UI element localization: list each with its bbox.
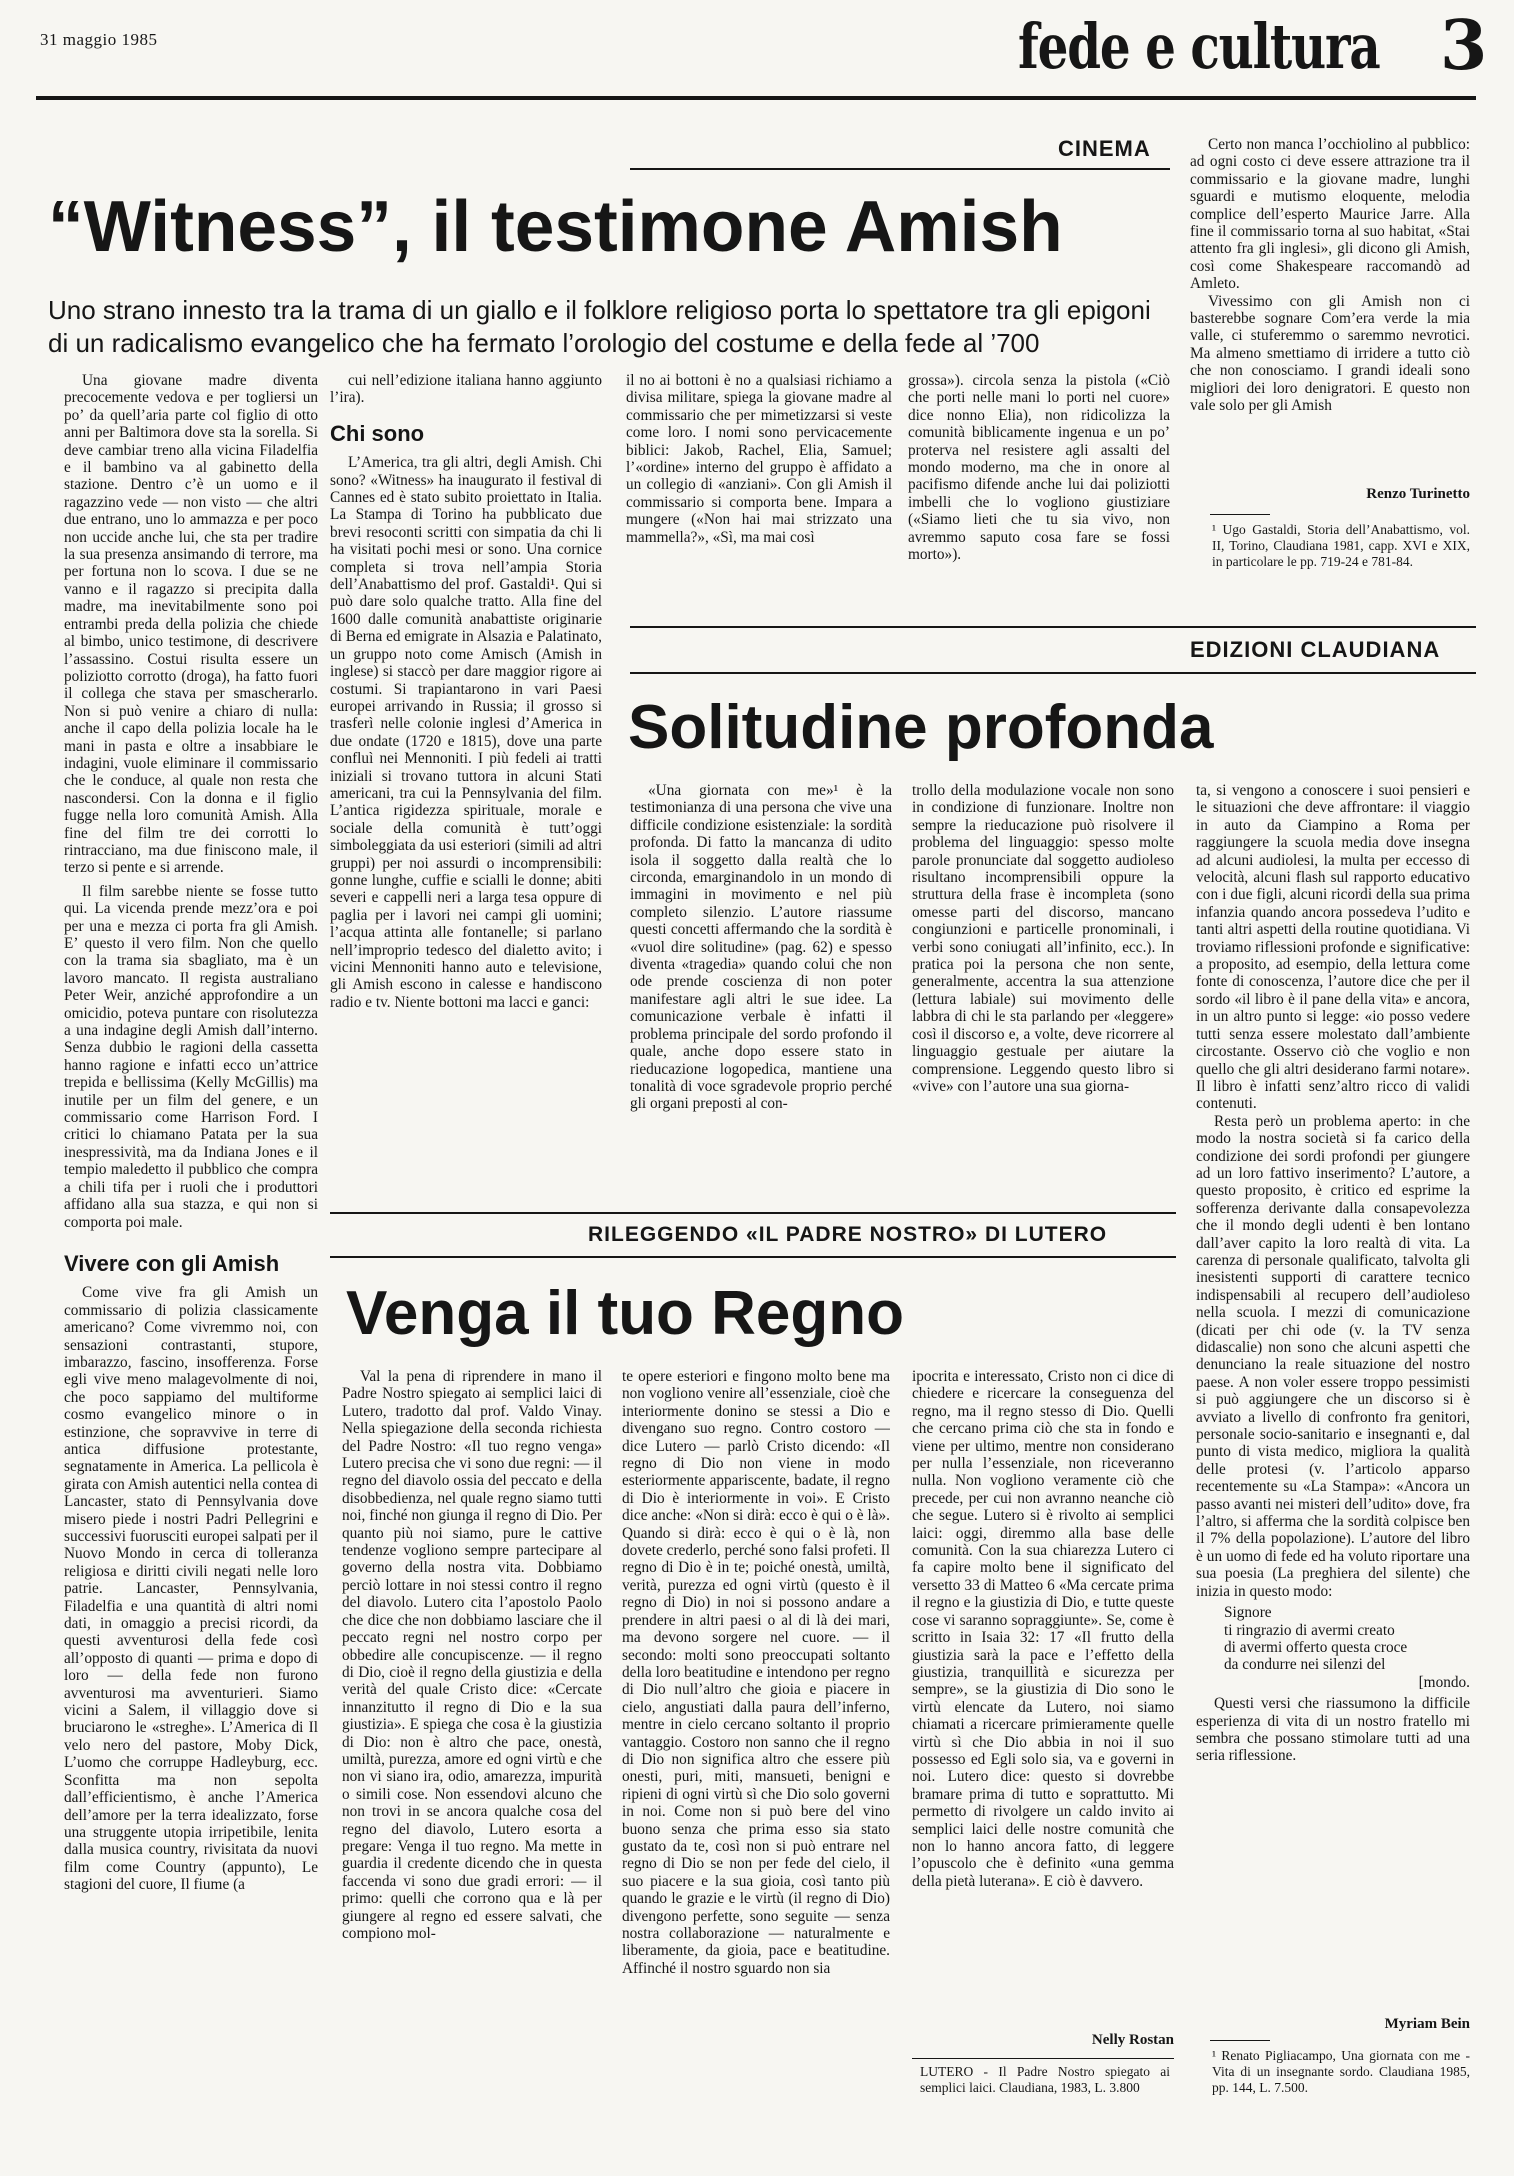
witness-standfirst: Uno strano innesto tra la trama di un giallo e il folklore religioso porta lo spettatore tra gli epigoni di un radicalismo evangelico che ha fermato l’orologio del costume e della fede al ’700	[48, 295, 1151, 358]
solitudine-signature: Myriam Bein	[1384, 2016, 1470, 2032]
witness-paragraph: Come vive fra gli Amish un commissario di polizia classicamente americano? Come vivremmo noi, con sensazioni contrastanti, stupore, imbarazzo, fascino, insofferenza. Forse egli vive meno malagevolmente di noi, che poco sappiamo del multiforme cosmo evangelico minore o in estinzione, che sopravvive in terre di antica diffusione protestante, segnatamente in America. La pellicola è girata con Amish autentici nella contea di Lancaster, stato di Pennsylvania dove misero piede i nostri Padri Pellegrini e successivi fuorusciti europei salpati per il Nuovo Mondo in cerca di tolleranza religiosa e diritti civili negati nelle loro patrie. Lancaster, Pennsylvania, Filadelfia e una quantità di altri nomi dati, in omaggio a precisi ricordi, da questi avventurosi della fede così all’opposto di quanti — prima e dopo di loro — della fede non furono avventurosi ma avventurieri. Siamo vicini a Salem, il villaggio dove si bruciarono le «streghe». L’America di Il velo nero del pastore, Moby Dick, L’uomo che corruppe Hadleyburg, ecc. Sconfitta ma non sepolta dall’efficientismo, è anche l’America dell’amore per la terra idealizzato, forse una struggente utopia irripetibile, lenita dalla musica country, rivisitata da nuovi film come Country (appunto), Le stagioni del cuore, Il fiume (a	[64, 1284, 318, 1894]
regno-column-3	[912, 1368, 1174, 2022]
regno-title: Venga il tuo Regno	[346, 1279, 905, 1348]
solitudine-paragraph: «Una giornata con me»¹ è la testimonianza di una persona che vive una difficile condizione esistenziale: la sordità profonda. Di fatto la mancanza di udito isola il soggetto dalla realtà che lo circonda, emarginandolo in un mondo di immagini in movimento e nel più completo silenzio. L’autore riassume questi concetti affermando che la sordità è «vuol dire solitudine» (pag. 62) e spesso diventa «tragedia» quando colui che non ode prende coscienza di non poter manifestare agli altri le sue idee. La comunicazione verbale è infatti il problema principale del sordo profondo il quale, anche dopo essere stato in rieducazione logopedica, mantiene una tonalità di voce sgradevole proprio perché gli organi preposti al con-	[630, 782, 892, 1113]
poem-line: Signore	[1224, 1604, 1272, 1622]
witness-column-1	[64, 372, 318, 2032]
regno-footnote: LUTERO - Il Padre Nostro spiegato ai semplici laici. Claudiana, 1983, L. 3.800	[920, 2064, 1170, 2095]
header-rule	[36, 96, 1476, 100]
witness-paragraph: Il film sarebbe niente se fosse tutto qui. La vicenda prende mezz’ora e poi per una e mezza ci porta fra gli Amish. E’ questo il vero film. Non che quello con la trama sia sbagliato, ma è un lavoro mancato. Il regista australiano Peter Weir, anziché approfondire a un omicidio, poteva puntare con risolutezza a una indagine degli Amish dall’interno. Senza dubbio le ragioni della cassetta hanno ragione e infatti ecco un’attrice trepida e bellissima (Kelly McGillis) ma inutile per un film del genere, e un commissario come Harrison Ford. I critici lo chiamano Patata per la sua inespressività, ma da Indiana Jones e il tempio maledetto il pubblico che compra a chili tifa per i ruoli che i produttori affidano alla sua stazza, e qui non si comporta poi male.	[64, 882, 318, 1231]
regno-paragraph: te opere esteriori e fingono molto bene ma non vogliono venire all’essenziale, cioè che interiormente donino se stessi a Dio e divengano suo regno. Contro costoro — dice Lutero — parlò Cristo dicendo: «Il regno di Dio non viene in modo esteriormente appariscente, badate, il regno di Dio è interiormente in voi». E Cristo dice anche: «Non si dirà: ecco è qui o è là». Quando si dirà: ecco è qui o è là, non dovete crederlo, perché sono falsi profeti. Il regno di Dio è in te; poiché onestà, umiltà, verità, purezza ed ogni virtù (questo è il regno di Dio) in noi si possono andare a prendere in altri paesi o al di là dei mari, ma devono sorgere nel cuore. — il secondo: molti sono preoccupati soltanto della loro beatitudine e intendono per regno di Dio null’altro che gioia e piacere in cielo, angustiati dalla paura dell’inferno, mentre in cielo cercano soltanto il proprio vantaggio. Costoro non sanno che il regno di Dio non significa altro che essere più onesti, puri, miti, mansueti, benigni e ripieni di ogni virtù sì che Dio solo governi in noi. Come non si può bere del vino buono senza che prima esso sia stato gustato da te, così non si può entrare nel regno di Dio se non per fede del cielo, il suo piacere e la sua gioia, così tanto più quando le grazie e le virtù (il regno di Dio) divengono perfette, sono seguite — senza nostra collaborazione — naturalmente e liberamente, da gioia, pace e beatitudine. Affinché il nostro sguardo non sia	[622, 1368, 890, 1977]
witness-subhead-vivere: Vivere con gli Amish	[64, 1250, 280, 1276]
solitudine-column-1	[630, 782, 892, 1192]
solitudine-paragraph: Questi versi che riassumono la difficile esperienza di vita di un nostro fratello mi sembra che possano stimolare tutti ad una seria riflessione.	[1196, 1695, 1470, 1765]
witness-paragraph: cui nell’edizione italiana hanno aggiunto l’ira).	[330, 372, 602, 407]
regno-column-2	[622, 1368, 890, 2158]
witness-signature: Renzo Turinetto	[1366, 486, 1470, 502]
regno-top-rule	[330, 1212, 1176, 1214]
solitudine-paragraph: Resta però un problema aperto: in che modo la nostra società si fa carico della condizione dei sordi profondi per giungere ad un loro fattivo inserimento? L’autore, a questo proposito, è critico ed esprime la sofferenza derivante dalla consapevolezza che il mondo degli udenti è ben lontano dall’aver capito la loro realtà di vita. La carenza di personale qualificato, talvolta gli inesistenti supporti di carattere tecnico indispensabili al recupero dell’audioleso nella scuola. I mezzi di comunicazione (dicati per chi ode (v. la TV senza didascalie) non sono che alcuni aspetti che denunciano la reale situazione del nostro paese. A non voler essere troppo pessimisti si può aggiungere che un discorso si è avviato a livello di confronto fra genitori, personale socio-sanitario e insegnanti e, dal punto di vista medico, migliora la qualità delle protesi (v. l’articolo apparso recentemente su «La Stampa»: «Ancora un passo avanti nei misteri dell’udito» dove, fra l’altro, si afferma che la sordità colpisce ben il 7% della popolazione). L’autore del libro è un uomo di fede ed ha voluto riportare una sua poesia (La preghiera del silente) che inizia in questo modo:	[1196, 1112, 1470, 1600]
witness-title: “Witness”, il testimone Amish	[48, 187, 1063, 267]
regno-paragraph: ipocrita e interessato, Cristo non ci dice di chiedere e ricercare la conseguenza del regno, ma il regno stesso di Dio. Quelli che cercano prima ciò che sta in fondo e viene per ultimo, mentre non considerano per nulla l’essenziale, non riceveranno nulla. Non vogliono veramente ciò che precede, per cui non avranno neanche ciò che segue. Lutero si è rivolto ai semplici laici: oggi, diremmo alla base delle comunità. Con la sua chiarezza Lutero ci fa capire molto bene il significato del versetto 33 di Matteo 6 «Ma cercate prima il regno e la giustizia di Dio, e tutte queste cose vi saranno sopraggiunte». Se, come è scritto in Isaia 32: 17 «Il frutto della giustizia sarà la pace e l’effetto della giustizia, tranquillità e sicurezza per sempre», se la giustizia di Dio sono le virtù elencate da Lutero, noi siamo chiamati a ricercare primieramente quelle virtù sì che Dio abbia in noi il suo possesso ed Egli solo sia, va e governi in noi. Lutero dice: questo si dovrebbe bramare prima di tutto e soprattutto. Mi permetto di rivolgere un caldo invito ai semplici laici delle nostre comunità che non lo hanno ancora fatto, di leggere l’opuscolo che è definito «una gemma della pietà luterana». E ciò è davvero.	[912, 1368, 1174, 1890]
solitudine-kicker: EDIZIONI CLAUDIANA	[1190, 637, 1441, 662]
page-number: 3	[1440, 6, 1488, 86]
poem-line: ti ringrazio di avermi creato	[1224, 1621, 1395, 1639]
witness-paragraph: Vivessimo con gli Amish non ci basterebbe sognare Com’era verde la mia valle, ci stuferemmo o saremmo nevrotici. Ma almeno smettiamo di irridere a tutto ciò che non conosciamo. I grandi ideali sono migliori dei loro denigratori. E questo non vale solo per gli Amish	[1190, 292, 1470, 415]
section-title: fede e cultura	[1018, 10, 1380, 83]
witness-column-4	[908, 372, 1170, 594]
solitudine-footnote: ¹ Renato Pigliacampo, Una giornata con me - Vita di un insegnante sordo. Claudiana 1985, pp. 144, L. 7.500.	[1212, 2048, 1470, 2095]
issue-date: 31 maggio 1985	[40, 30, 158, 49]
witness-paragraph: Certo non manca l’occhiolino al pubblico: ad ogni costo ci deve essere attrazione tra il commissario e la giovane madre, lunghi sguardi e mutismo eloquente, melodia complice dell’esperto Maurice Jarre. Alla fine il commissario torna al suo habitat, «Stai attento fra gli inglesi», gli dicono gli Amish, così come Shakespeare raccomandò ad Amleto.	[1190, 136, 1470, 293]
regno-kicker: RILEGGENDO «IL PADRE NOSTRO» DI LUTERO	[588, 1223, 1108, 1246]
witness-paragraph: L’America, tra gli altri, degli Amish. Chi sono? «Witness» ha inaugurato il festival di Cannes ed è stato subito proiettato in Italia. La Stampa di Torino ha pubblicato due brevi resoconti scritti con simpatia da chi li ha visitati pochi mesi or sono. Una cornice completa si trova nell’ampia Storia dell’Anabattismo del prof. Gastaldi¹. Qui si può dare solo qualche tratto. Alla fine del 1600 dalle comunità anabattiste originarie di Berna ed emigrate in Alsazia e Palatinato, un gruppo noto come Amisch (Amish in inglese) si staccò per dare maggior rigore ai costumi. Si trapiantarono in vari Paesi europei arrivando in Russia; il grosso si trasferì nelle colonie inglesi d’America in due ondate (1720 e 1815), dove una parte confluì nei Mennoniti. I più fedeli ai tratti iniziali si trovano tuttora in alcuni Stati americani, tra cui la Pennsylvania del film. L’antica rigidezza spirituale, morale e sociale della comunità è tutt’oggi simboleggiata da usi esteriori (simili ad altri gruppi) per noi assurdi o incomprensibili: gonne lunghe, cuffie e scialli le donne; abiti severi e cappelli neri a larga tesa oppure di paglia per i lavori nei campi gli uomini; l’acqua attinta alle fontanelle; si parlano nell’improprio tedesco del dialetto avito; i vicini Mennoniti hanno auto e televisione, gli Amish escono in calesse e handiscono radio e tv. Niente bottoni ma lacci e ganci:	[330, 454, 602, 1011]
regno-footnote-rule	[912, 2058, 1174, 2059]
witness-footnote: ¹ Ugo Gastaldi, Storia dell’Anabattismo, vol. II, Torino, Claudiana 1981, capp. XVI e XIX, in particolare le pp. 719-24 e 781-84.	[1212, 522, 1470, 569]
solitudine-column-2	[912, 782, 1174, 1192]
solitudine-kicker-rule	[630, 672, 1476, 674]
witness-kicker: CINEMA	[1058, 136, 1151, 161]
solitudine-title: Solitudine profonda	[628, 693, 1214, 762]
solitudine-paragraph: trollo della modulazione vocale non sono in condizione di funzionare. Inoltre non sempre la rieducazione può risolvere il problema del linguaggio: spesso molte parole pronunciate dal soggetto audioleso risultano incomprensibili oppure la struttura della frase è incompleta (sono omesse parti del discorso, mancano congiunzioni e particelle pronominali, i verbi sono coniugati all’infinito, ecc.). In pratica poi la persona che non sente, generalmente, accentra la sua attenzione (lettura labiale) sui movimento delle labbra di chi le sta parlando per «leggere» così il discorso e, a volte, deve ricorrere al linguaggio gestuale per aiutare la comprensione. Leggendo questo libro si «vive» con l’autore una sua giorna-	[912, 782, 1174, 1095]
regno-signature: Nelly Rostan	[1091, 2032, 1174, 2048]
witness-paragraph: Una giovane madre diventa precocemente vedova e per togliersi un po’ da quell’aria parte col figlio di otto anni per Baltimora dove sta la sorella. Si deve cambiar treno alla vicina Filadelfia e il bambino va al gabinetto della stazione. Dentro c’è un uomo e il ragazzino vede — non visto — che altri due entrano, uno lo ammazza e per poco non uccide anche lui, che sta per tradire la sua presenza ansimando di terrore, ma per fortuna non lo scova. I due se ne vanno e il ragazzo si precipita dalla madre, ma inevitabilmente sono poi entrambi preda della polizia che chiede al bimbo, unico testimone, di descrivere l’assassino. Costui risulta essere un poliziotto corrotto (droga), ha fatto fuori il collega che stava per smascherarlo. Non si può venire a chiaro di nulla: anche il capo della polizia locale ha le mani in pasta e oltre a insabbiare le indagini, vuole eliminare il commissario che le conduce, al quale non resta che nascondersi. Con la donna e il figlio fugge nella loro comunità Amish. Alla fine del film tre dei corrotti lo rintracciano, ma due finiscono male, il terzo si pente e si arrende.	[64, 372, 318, 877]
witness-column-3	[626, 372, 892, 594]
solitudine-paragraph: ta, si vengono a conoscere i suoi pensieri e le situazioni che deve affrontare: il viaggio in auto da Ciampino a Roma per raggiungere la scuola media dove insegna ad alcuni audiolesi, la multa per eccesso di velocità, alcuni flash sul rapporto educativo con i due figli, alcuni ricordi della sua prima infanzia quando ancora possedeva l’udito e tanti altri aspetti della routine quotidiana. Vi troviamo riflessioni profonde e significative: a proposito, ad esempio, della lettura come fonte di conoscenza, l’autore dice che per il sordo «il libro è il pane della vita» e ancora, in un altro punto si legge: «io posso vedere tutti senza essere molestato dall’ambiente circostante. Osservo ciò che voglio e non quello che gli altri desiderano farmi notare». Il libro è infatti senz’altro ricco di validi contenuti.	[1196, 782, 1470, 1113]
witness-subhead-chi-sono: Chi sono	[330, 420, 425, 446]
solitudine-footnote-rule	[1210, 2040, 1270, 2041]
regno-kicker-rule	[330, 1256, 1176, 1258]
poem-line: [mondo.	[1418, 1673, 1470, 1691]
witness-paragraph: il no ai bottoni è no a qualsiasi richiamo a divisa militare, spiega la giovane madre al commissario che per mimetizzarsi si veste come loro. I nomi sono pervicacemente biblici: Jakob, Rachel, Elia, Samuel; l’«ordine» interno del gruppo è affidato a un collegio di «anziani». Con gli Amish il commissario si comporta bene. Impara a mungere («Non hai mai strizzato una mammella?», «Sì, ma mai così	[626, 372, 892, 546]
witness-footnote-rule	[1210, 514, 1270, 515]
solitudine-top-rule	[630, 626, 1476, 628]
solitudine-poem	[1224, 1604, 1470, 1691]
witness-kicker-rule	[630, 168, 1170, 170]
solitudine-column-3	[1196, 782, 1470, 2002]
regno-paragraph: Val la pena di riprendere in mano il Padre Nostro spiegato ai semplici laici di Lutero, tradotto dal prof. Valdo Vinay. Nella spiegazione della seconda richiesta del Padre Nostro: «Il tuo regno venga» Lutero precisa che vi sono due regni: — il regno del diavolo ossia del peccato e della disobbedienza, nel quale regno siamo tutti noi, finché non giunga il regno di Dio. Per quanto più noi siamo, pure le cattive tendenze vogliono sempre partecipare al governo della nostra vita. Dobbiamo perciò lottare in noi stessi contro il regno del diavolo. Lutero cita l’apostolo Paolo che dice che non dobbiamo lasciare che il peccato regni nel nostro corpo per obbedire alle concupiscenze. — il regno di Dio, cioè il regno della giustizia e della verità del quale Cristo dice: «Cercate innanzitutto il regno di Dio e la sua giustizia». E spiega che cosa è la giustizia di Dio: non è altro che pace, onestà, umiltà, purezza, amore ed ogni virtù e che non vi siano ira, odio, amarezza, impurità o simili cose. Non essendovi alcuno che non trovi in se ancora qualche cosa del regno del diavolo, Lutero esorta a pregare: Venga il tuo regno. Ma mette in guardia il credente dicendo che in questa faccenda vi sono due gradi errori: — il primo: quelli che corrono qua e là per giungere al regno ed essere salvati, che compiono mol-	[342, 1368, 602, 1942]
poem-line: di avermi offerto questa croce	[1224, 1638, 1408, 1656]
witness-column-2	[330, 372, 602, 1202]
witness-column-5	[1190, 136, 1470, 466]
witness-paragraph: grossa»). circola senza la pistola («Ciò che porti nelle mani lo porti nel cuore» dice nonno Elia), non ridicolizza la comunità biblicamente ingenua e un po’ proterva nel resistere agli assalti del mondo moderno, ma che in onore al pacifismo difende anche lui dai poliziotti imbelli che lo vogliono giustiziare («Siamo lieti che tu sia vivo, non avremmo saputo cosa fare se fossi morto»).	[908, 372, 1170, 564]
regno-column-1	[342, 1368, 602, 2158]
poem-line: da condurre nei silenzi del	[1224, 1656, 1386, 1674]
